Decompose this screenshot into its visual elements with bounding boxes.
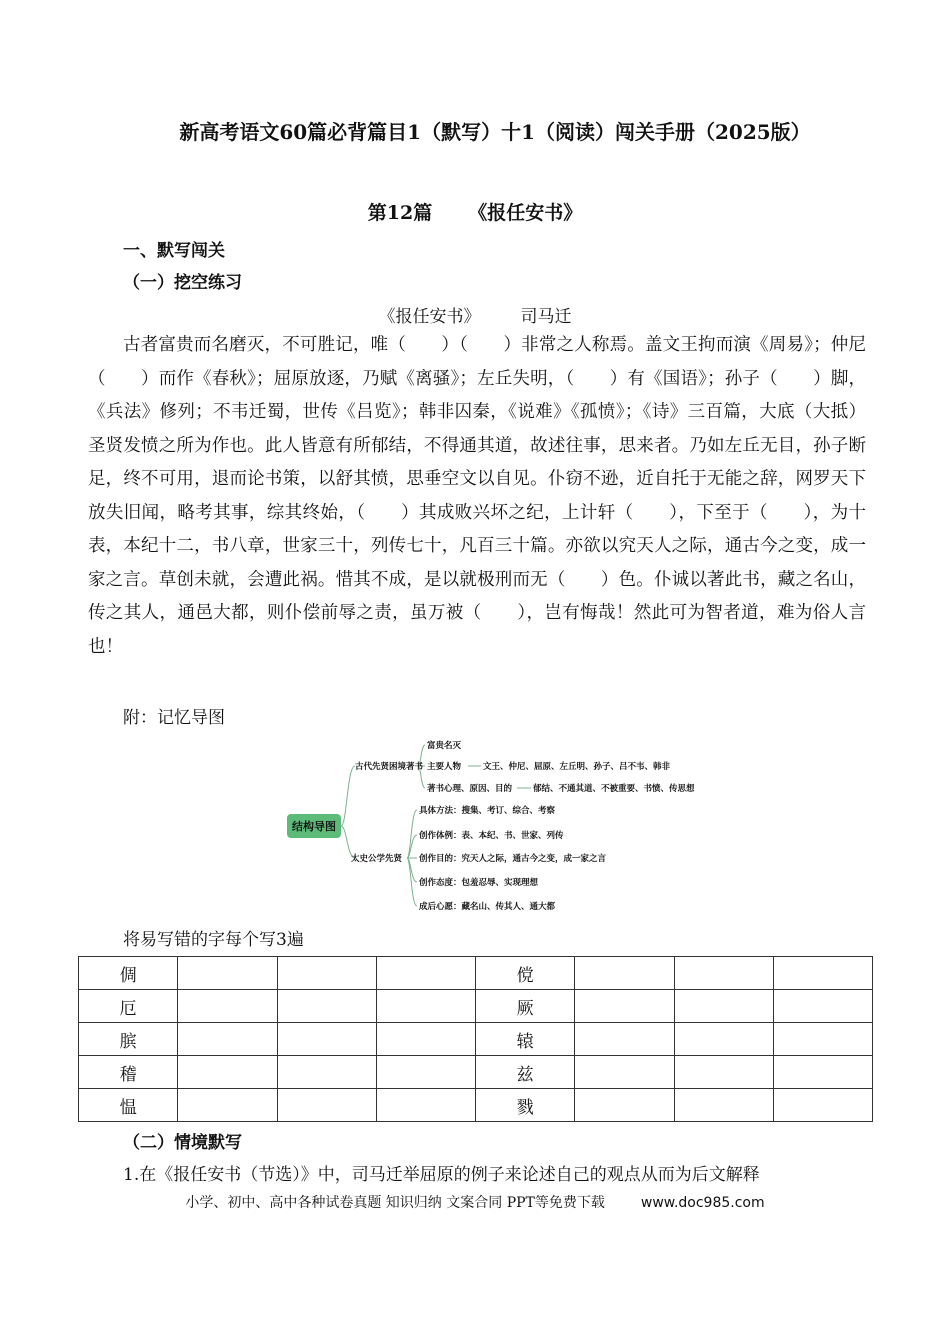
practice-cell[interactable] <box>178 990 277 1023</box>
practice-cell[interactable] <box>178 1023 277 1056</box>
char-cell: 戮 <box>476 1089 575 1122</box>
char-cell: 辕 <box>476 1023 575 1056</box>
practice-cell[interactable] <box>376 957 475 990</box>
passage-text: 古者富贵而名磨灭，不可胜记，唯（ ）（ ）非常之人称焉。盖文王拘而演《周易》；仲尼（ ）而作《春秋》；屈原放逐，乃赋《离骚》；左丘失明，（ ）有《国语》；孙子（ ）脚，《兵法》修列；不韦迁蜀，世传《吕览》；韩非囚秦，《说难》《孤愤》；《诗》三百篇，大底（大抵）圣贤发愤之所为作也。此人皆意有所郁结，不得通其道，故述往事，思来者。乃如左丘无目，孙子断足，终不可用，退而论书策，以舒其愤，思垂空文以自见。仆窃不逊，近自托于无能之辞，网罗天下放失旧闻，略考其事，综其终始，（ ）其成败兴坏之纪，上计轩（ ），下至于（ ），为十表，本纪十二，书八章，世家三十，列传七十，凡百三十篇。亦欲以究天人之际，通古今之变，成一家之言。草创未就，会遭此祸。惜其不成，是以就极刑而无（ ）色。仆诚以著此书，藏之名山，传之其人，通邑大都，则仆偿前辱之责，虽万被（ ），岂有悔哉！然此可为智者道，难为俗人言也！ <box>88 335 866 657</box>
practice-cell[interactable] <box>376 990 475 1023</box>
practice-cell[interactable] <box>277 1056 376 1089</box>
practice-cell[interactable] <box>277 990 376 1023</box>
mindmap-b1-item-3: 著书心理、原因、目的 <box>427 784 513 794</box>
mindmap-b1-item-1: 富贵名灭 <box>427 741 462 751</box>
mindmap-branch-2: 太史公学先贤 <box>351 854 403 864</box>
table-row <box>79 1056 873 1089</box>
section-heading-dictation: 一、默写闯关 <box>123 241 225 261</box>
practice-cell[interactable] <box>773 1089 872 1122</box>
char-cell: 兹 <box>476 1056 575 1089</box>
subsection-heading-fill-blank: （一）挖空练习 <box>123 273 242 293</box>
char-cell: 傥 <box>476 957 575 990</box>
practice-cell[interactable] <box>376 1056 475 1089</box>
table-row <box>79 1089 873 1122</box>
mindmap-b1-detail-2: 郁结、不通其道、不被重要、书愤、传思想 <box>533 784 695 794</box>
practice-cell[interactable] <box>178 957 277 990</box>
char-cell: 厄 <box>79 990 178 1023</box>
char-cell: 稽 <box>79 1056 178 1089</box>
practice-cell[interactable] <box>376 1089 475 1122</box>
practice-cell[interactable] <box>773 1056 872 1089</box>
practice-cell[interactable] <box>277 1089 376 1122</box>
practice-cell[interactable] <box>773 957 872 990</box>
passage-header <box>0 302 950 327</box>
table-row <box>79 957 873 990</box>
practice-cell[interactable] <box>674 1023 773 1056</box>
mindmap-b1-detail-1: 文王、仲尼、屈原、左丘明、孙子、吕不韦、韩非 <box>483 762 671 772</box>
practice-cell[interactable] <box>575 990 674 1023</box>
passage-title: 《报任安书》 <box>378 307 481 327</box>
practice-cell[interactable] <box>674 1056 773 1089</box>
passage-body <box>88 329 866 664</box>
chapter-number: 第12篇 <box>367 202 433 224</box>
mindmap-note: 附：记忆导图 <box>123 708 225 728</box>
mindmap-b1-item-2: 主要人物 <box>427 762 462 772</box>
document-title: 新高考语文60篇必背篇目1（默写）十1（阅读）闯关手册（2025版） <box>179 120 811 144</box>
char-cell: 厥 <box>476 990 575 1023</box>
table-row <box>79 990 873 1023</box>
char-cell: 倜 <box>79 957 178 990</box>
mindmap-b2-item-1: 具体方法：搜集、考订、综合、考察 <box>419 806 556 816</box>
mindmap-diagram <box>285 736 705 916</box>
footer-text: 小学、初中、高中各种试卷真题 知识归纳 文案合同 PPT等免费下载 <box>185 1195 605 1211</box>
practice-cell[interactable] <box>376 1023 475 1056</box>
mindmap-b2-item-2: 创作体例：表、本纪、书、世家、列传 <box>419 831 564 841</box>
mindmap-b2-item-4: 创作态度：包羞忍辱、实现理想 <box>419 878 539 888</box>
practice-cell[interactable] <box>674 957 773 990</box>
practice-cell[interactable] <box>575 957 674 990</box>
subsection-heading-context: （二）情境默写 <box>123 1133 242 1153</box>
chapter-work: 《报任安书》 <box>468 202 583 224</box>
practice-cell[interactable] <box>674 990 773 1023</box>
practice-cell[interactable] <box>575 1089 674 1122</box>
chapter-heading <box>0 198 950 225</box>
writing-instruction: 将易写错的字每个写3遍 <box>123 930 304 950</box>
character-practice-table <box>78 956 873 1122</box>
mindmap-b2-item-5: 成后心愿：藏名山、传其人、通大都 <box>419 902 556 912</box>
mindmap-branch-1: 古代先贤困境著书 <box>355 762 424 772</box>
question-1: 1.在《报任安书（节选）》中，司马迁举屈原的例子来论述自己的观点从而为后文解释 <box>123 1165 760 1185</box>
char-cell: 愠 <box>79 1089 178 1122</box>
practice-cell[interactable] <box>575 1056 674 1089</box>
mindmap-b2-item-3: 创作目的：究天人之际，通古今之变，成一家之言 <box>419 854 607 864</box>
footer-site-link[interactable]: www.doc985.com <box>640 1195 765 1211</box>
practice-cell[interactable] <box>277 957 376 990</box>
table-row <box>79 1023 873 1056</box>
passage-author: 司马迁 <box>520 307 572 327</box>
char-cell: 膑 <box>79 1023 178 1056</box>
practice-cell[interactable] <box>773 1023 872 1056</box>
mindmap-root-label: 结构导图 <box>292 820 336 833</box>
practice-cell[interactable] <box>674 1089 773 1122</box>
practice-cell[interactable] <box>277 1023 376 1056</box>
practice-cell[interactable] <box>575 1023 674 1056</box>
practice-cell[interactable] <box>773 990 872 1023</box>
practice-cell[interactable] <box>178 1089 277 1122</box>
page-footer <box>0 1192 950 1212</box>
practice-cell[interactable] <box>178 1056 277 1089</box>
